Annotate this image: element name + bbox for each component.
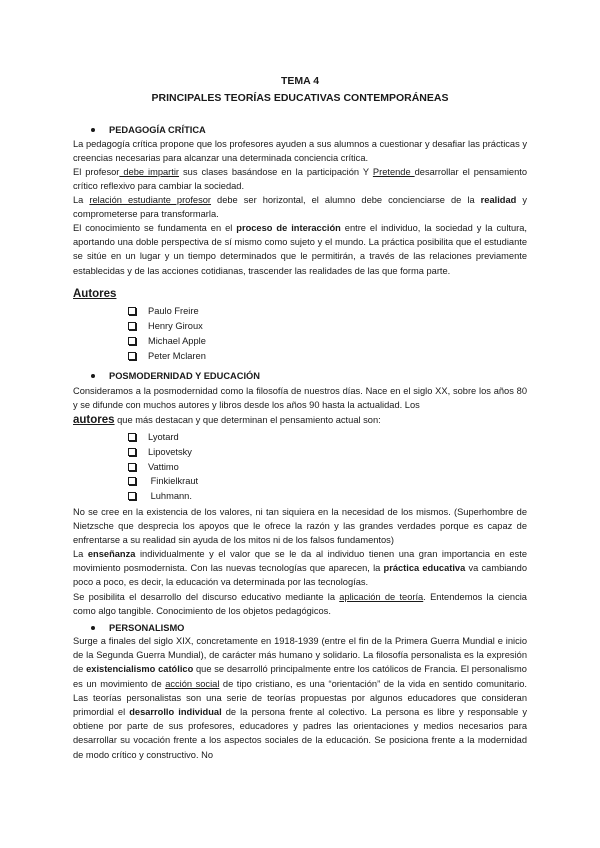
- checkbox-bullet-icon: [128, 307, 136, 315]
- text-span: debe ser horizontal, el alumno debe concienciarse de la: [211, 195, 481, 205]
- list-item: [128, 349, 206, 363]
- paragraph: No se cree en la existencia de los valores, ni tan siquiera en la necesidad de los mismos. (Superhombre de Nietzsche que desprecia los apoyos que le ofrece la razón y las grandes verdades porque es capaz de enfrentarse a su realidad sin ayuda de los mitos ni de los falsos fundamentos): [73, 507, 527, 546]
- underlined-text: debe impartir: [119, 167, 180, 177]
- author-name: Luhmann.: [148, 491, 192, 501]
- text-span: El conocimiento se fundamenta en el: [73, 223, 237, 233]
- paragraph-line: [73, 413, 381, 427]
- text-span: entre el individuo, la sociedad y la cultura, aportando una doble perspectiva de sí mismo como sujeto y el mundo. La práctica posibilita que el estudiante se sitúe en un lugar y un tiempo determinados que le permitirán, a través de las relaciones previamente establecidas y de las acciones cotidianas, trascender las realidades de las que forma parte.: [73, 223, 527, 276]
- underlined-text: Pretende: [372, 167, 415, 177]
- list-item: [128, 489, 192, 503]
- bullet-icon: [91, 626, 95, 630]
- paragraph: [73, 221, 527, 278]
- author-name: Lipovetsky: [148, 447, 192, 457]
- text-span: La: [73, 195, 90, 205]
- checkbox-bullet-icon: [128, 448, 136, 456]
- section-heading-text: PEDAGOGÍA CRÍTICA: [109, 125, 206, 135]
- author-name: Henry Giroux: [148, 321, 203, 331]
- bullet-icon: [91, 374, 95, 378]
- doc-title: TEMA 4: [280, 75, 320, 87]
- list-item: [128, 430, 179, 444]
- underlined-text: acción social: [165, 678, 220, 689]
- author-name: Vattimo: [148, 462, 179, 472]
- paragraph: [73, 165, 527, 193]
- list-item: [128, 474, 198, 488]
- autores-heading: Autores: [73, 288, 117, 300]
- doc-subtitle: PRINCIPALES TEORÍAS EDUCATIVAS CONTEMPORÁNEAS: [151, 92, 449, 104]
- text-span: . Entendemos la ciencia como algo tangible. Conocimiento de los objetos pedagógicos.: [73, 592, 527, 617]
- text-span: desarrollar el pensamiento crítico reflexivo para cambiar la sociedad.: [73, 167, 527, 192]
- bold-text: enseñanza: [87, 549, 136, 559]
- section-heading-text: PERSONALISMO: [109, 623, 185, 633]
- text-span: y comprometerse para transformarla.: [73, 195, 527, 220]
- bold-text: realidad: [480, 195, 517, 205]
- text-span: que más destacan y que determinan el pensamiento actual son:: [114, 415, 381, 425]
- author-name: Peter Mclaren: [148, 351, 206, 361]
- autores-emphasis: autores: [73, 414, 115, 426]
- list-item: [128, 460, 179, 474]
- text-span: que se desarrolló principalmente entre los católicos de Francia. El personalismo es un movimiento de: [73, 664, 527, 689]
- paragraph: La pedagogía crítica propone que los profesores ayuden a sus alumnos a cuestionar y desafiar las prácticas y creencias necesarias para alcanzar una determinada conciencia crítica.: [73, 139, 527, 164]
- underlined-text: relación estudiante profesor: [89, 195, 212, 205]
- author-name: Michael Apple: [148, 336, 206, 346]
- checkbox-bullet-icon: [128, 492, 136, 500]
- checkbox-bullet-icon: [128, 352, 136, 360]
- paragraph: [73, 193, 527, 221]
- text-span: Se posibilita el desarrollo del discurso educativo mediante la: [73, 592, 340, 602]
- text-span: individualmente y el valor que se le da al individuo tienen una gran importancia en este movimiento posmodernista. Con las nuevas tecnologías que aparecen, la: [73, 549, 527, 574]
- text-span: de la persona frente al colectivo. La persona es libre y responsable y obtiene por parte de sus profesores, educadores y padres las orientaciones y medios necesarios para desarrollar su vocación frente a los aspectos sociales de la educación. Se posiciona frente a la modernidad de modo crítico y constructivo. No: [73, 707, 528, 760]
- list-item: [128, 334, 206, 348]
- bold-text: proceso de interacción: [236, 223, 341, 233]
- list-item: [128, 304, 199, 318]
- checkbox-bullet-icon: [128, 337, 136, 345]
- section-heading-pedagogia-critica: [91, 123, 206, 137]
- checkbox-bullet-icon: [128, 463, 136, 471]
- author-name: Lyotard: [148, 432, 179, 442]
- paragraph: [73, 590, 527, 618]
- checkbox-bullet-icon: [128, 322, 136, 330]
- text-span: de tipo cristiano, es una “orientación” de la vida en sentido comunitario. Las teorías personalistas son una serie de teorías propuestas por algunos educadores que consideran primordial el: [73, 678, 527, 718]
- checkbox-bullet-icon: [128, 433, 136, 441]
- list-item: [128, 445, 192, 459]
- underlined-text: aplicación de teoría: [339, 592, 424, 602]
- author-name: Finkielkraut: [148, 476, 199, 486]
- checkbox-bullet-icon: [128, 477, 136, 485]
- text-span: sus clases basándose en la participación Y: [179, 167, 373, 177]
- paragraph: [73, 634, 527, 762]
- author-name: Paulo Freire: [148, 306, 199, 316]
- text-span: Surge a finales del siglo XIX, concretamente en 1918-1939 (entre el fin de la Primera Guerra Mundial e inicio de la Segunda Guerra Mundial), de carácter más humano y solidario. La filosofía personalista es la expresión de: [73, 636, 527, 675]
- paragraph: [73, 547, 527, 590]
- list-item: [128, 319, 203, 333]
- text-span: La: [73, 549, 88, 559]
- paragraph: Consideramos a la posmodernidad como la filosofía de nuestros días. Nace en el siglo XX, sobre los años 80 y se difunde con muchos autores y libros desde los años 90 hasta la actualidad. Los: [73, 386, 527, 411]
- section-heading-posmodernidad: [91, 369, 260, 383]
- bullet-icon: [91, 128, 95, 132]
- text-span: va cambiando poco a poco, es decir, la educación va determinada por las tecnologías.: [73, 563, 527, 588]
- bold-text: existencialismo católico: [86, 664, 194, 675]
- bold-text: desarrollo individual: [129, 707, 222, 718]
- bold-text: práctica educativa: [383, 563, 466, 574]
- text-span: El profesor: [73, 167, 120, 177]
- section-heading-text: POSMODERNIDAD Y EDUCACIÓN: [109, 371, 261, 381]
